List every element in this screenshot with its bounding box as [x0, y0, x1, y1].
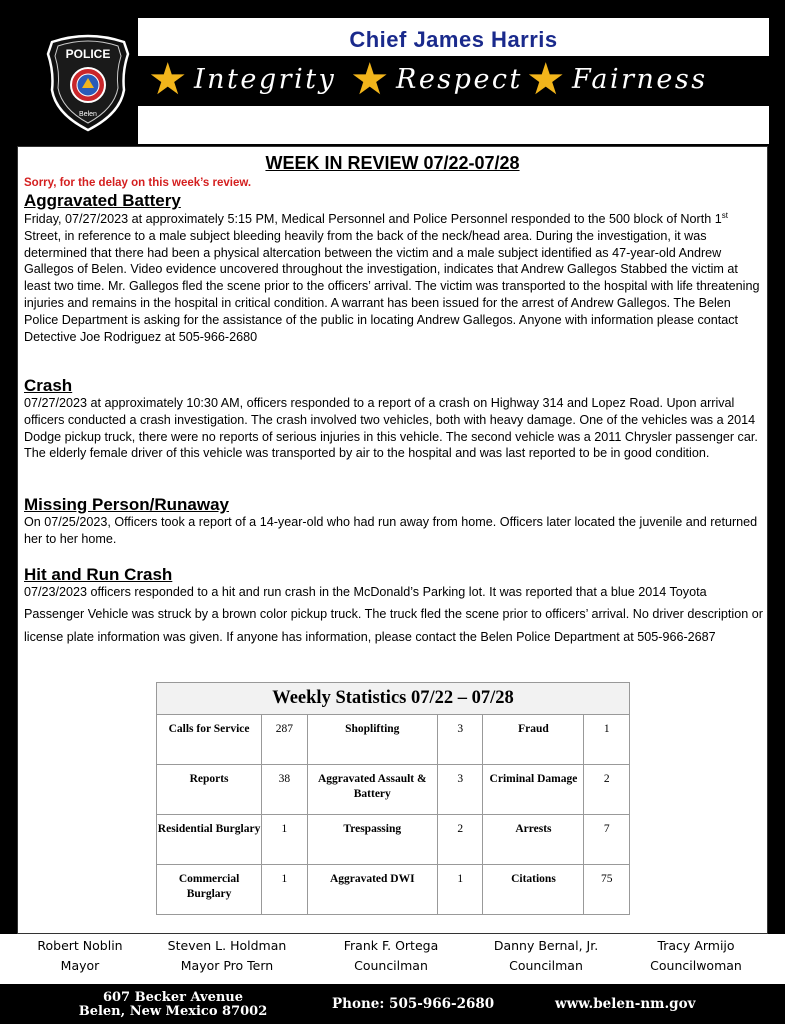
table-row	[157, 815, 630, 865]
letterhead	[0, 0, 785, 146]
stat-label: Trespassing	[307, 815, 437, 865]
official-mayor	[0, 936, 160, 976]
stat-value: 287	[262, 715, 307, 765]
chief-banner	[138, 18, 769, 56]
section-heading-aggravated-battery: Aggravated Battery	[24, 191, 181, 210]
official-role: Councilman	[509, 958, 583, 973]
stat-label: Citations	[483, 865, 584, 915]
stat-value: 3	[437, 765, 482, 815]
stat-label: Commercial Burglary	[157, 865, 262, 915]
official-councilwoman-armijo	[616, 936, 776, 976]
stat-label: Aggravated Assault & Battery	[307, 765, 437, 815]
stat-value: 1	[262, 865, 307, 915]
stat-label: Residential Burglary	[157, 815, 262, 865]
stat-label: Aggravated DWI	[307, 865, 437, 915]
motto-bar	[148, 54, 768, 106]
footer-website: www.belen-nm.gov	[555, 996, 696, 1012]
statistics-title: Weekly Statistics 07/22 – 07/28	[157, 683, 630, 715]
stat-label: Shoplifting	[307, 715, 437, 765]
section-body-crash: 07/27/2023 at approximately 10:30 AM, officers responded to a report of a crash on Highway 314 and Lopez Road. Upon arrival officers conducted a crash investigation. The crash involved two vehicles, both with heavy damage. One of the vehicles was a 2014 Dodge pickup truck, there were no reports of serious injuries in this vehicle. The second vehicle was a 2011 Chrysler passenger car. The elderly female driver of this vehicle was transported by air to the hospital and was last reported to be in good condition.	[24, 396, 758, 461]
official-name: Frank F. Ortega	[343, 938, 439, 953]
official-mayor-pro-tem	[147, 936, 307, 976]
stat-label: Reports	[157, 765, 262, 815]
section-body-hit-and-run: 07/23/2023 officers responded to a hit and run crash in the McDonald’s Parking lot. It was reported that a blue 2014 Toyota Passenger Vehicle was struck by a brown color pickup truck. The truck fled the scene prior to officers’ arrival. No driver description or license plate information was given. If anyone has information, please contact the Belen Police Department at 505-966-2687	[24, 585, 763, 644]
official-role: Councilwoman	[650, 958, 742, 973]
motto-word-integrity: Integrity	[194, 64, 337, 95]
footer	[0, 984, 785, 1024]
review-body	[17, 146, 768, 934]
section-body-missing-person: On 07/25/2023, Officers took a report of a 14-year-old who had run away from home. Officers later located the juvenile and returned her to her home.	[24, 515, 758, 546]
table-row	[157, 865, 630, 915]
footer-address: 607 Becker Avenue Belen, New Mexico 87002	[78, 990, 268, 1019]
stat-label: Criminal Damage	[483, 765, 584, 815]
official-councilman-ortega	[311, 936, 471, 976]
motto-word-fairness: Fairness	[572, 64, 708, 95]
official-name: Robert Noblin	[37, 938, 123, 953]
official-councilman-bernal	[466, 936, 626, 976]
page-title: WEEK IN REVIEW 07/22-07/28	[265, 153, 520, 173]
stat-value: 2	[584, 765, 630, 815]
section-body-aggravated-battery: Friday, 07/27/2023 at approximately 5:15 PM, Medical Personnel and Police Personnel responded to the 500 block of North 1st Street, in reference to a male subject bleeding heavily from the back of the neck/head area. During the investigation, it was determined that there had been a physical altercation between the victim and a male subject identified as 47-year-old Andrew Gallegos of Belen. Video evidence uncovered throughout the investigation, indicates that Andrew Gallegos Stabbed the victim at least two time. Mr. Gallegos fled the scene prior to the officers’ arrival. The victim was transported to the hospital with life threatening injuries and remains in the hospital in critical condition. A warrant has been issued for the arrest of Andrew Gallegos. The Belen Police Department is asking for the assistance of the public in locating Andrew Gallegos. Anyone with information please contact Detective Joe Rodriguez at 505-966-2680	[24, 210, 760, 344]
stat-label: Arrests	[483, 815, 584, 865]
section-heading-missing-person: Missing Person/Runaway	[24, 495, 229, 514]
stat-value: 1	[437, 865, 482, 915]
svg-text:Belen: Belen	[79, 111, 97, 118]
weekly-statistics-table	[156, 682, 630, 915]
star-icon: ★	[526, 54, 566, 105]
official-role: Mayor Pro Tern	[180, 958, 274, 973]
star-icon: ★	[350, 54, 390, 105]
stat-value: 7	[584, 815, 630, 865]
section-heading-hit-and-run: Hit and Run Crash	[24, 565, 173, 584]
stat-value: 3	[437, 715, 482, 765]
stat-value: 2	[437, 815, 482, 865]
section-heading-crash: Crash	[24, 376, 73, 395]
motto-word-respect: Respect	[396, 64, 523, 95]
police-badge-logo	[44, 32, 132, 132]
stat-label: Fraud	[483, 715, 584, 765]
stat-value: 1	[584, 715, 630, 765]
chief-name: Chief James Harris	[349, 27, 558, 52]
header-lower-band	[138, 106, 769, 144]
svg-text:POLICE: POLICE	[65, 47, 111, 61]
official-name: Danny Bernal, Jr.	[493, 938, 599, 953]
stat-value: 38	[262, 765, 307, 815]
official-name: Steven L. Holdman	[167, 938, 287, 953]
official-name: Tracy Armijo	[657, 938, 735, 953]
stat-label: Calls for Service	[157, 715, 262, 765]
footer-phone: Phone: 505-966-2680	[332, 996, 495, 1012]
star-icon: ★	[148, 54, 188, 105]
delay-notice: Sorry, for the delay on this week’s review.	[24, 177, 252, 189]
table-row	[157, 715, 630, 765]
stat-value: 75	[584, 865, 630, 915]
city-officials	[0, 934, 785, 984]
stat-value: 1	[262, 815, 307, 865]
official-role: Councilman	[354, 958, 428, 973]
table-row	[157, 765, 630, 815]
official-role: Mayor	[60, 958, 100, 973]
